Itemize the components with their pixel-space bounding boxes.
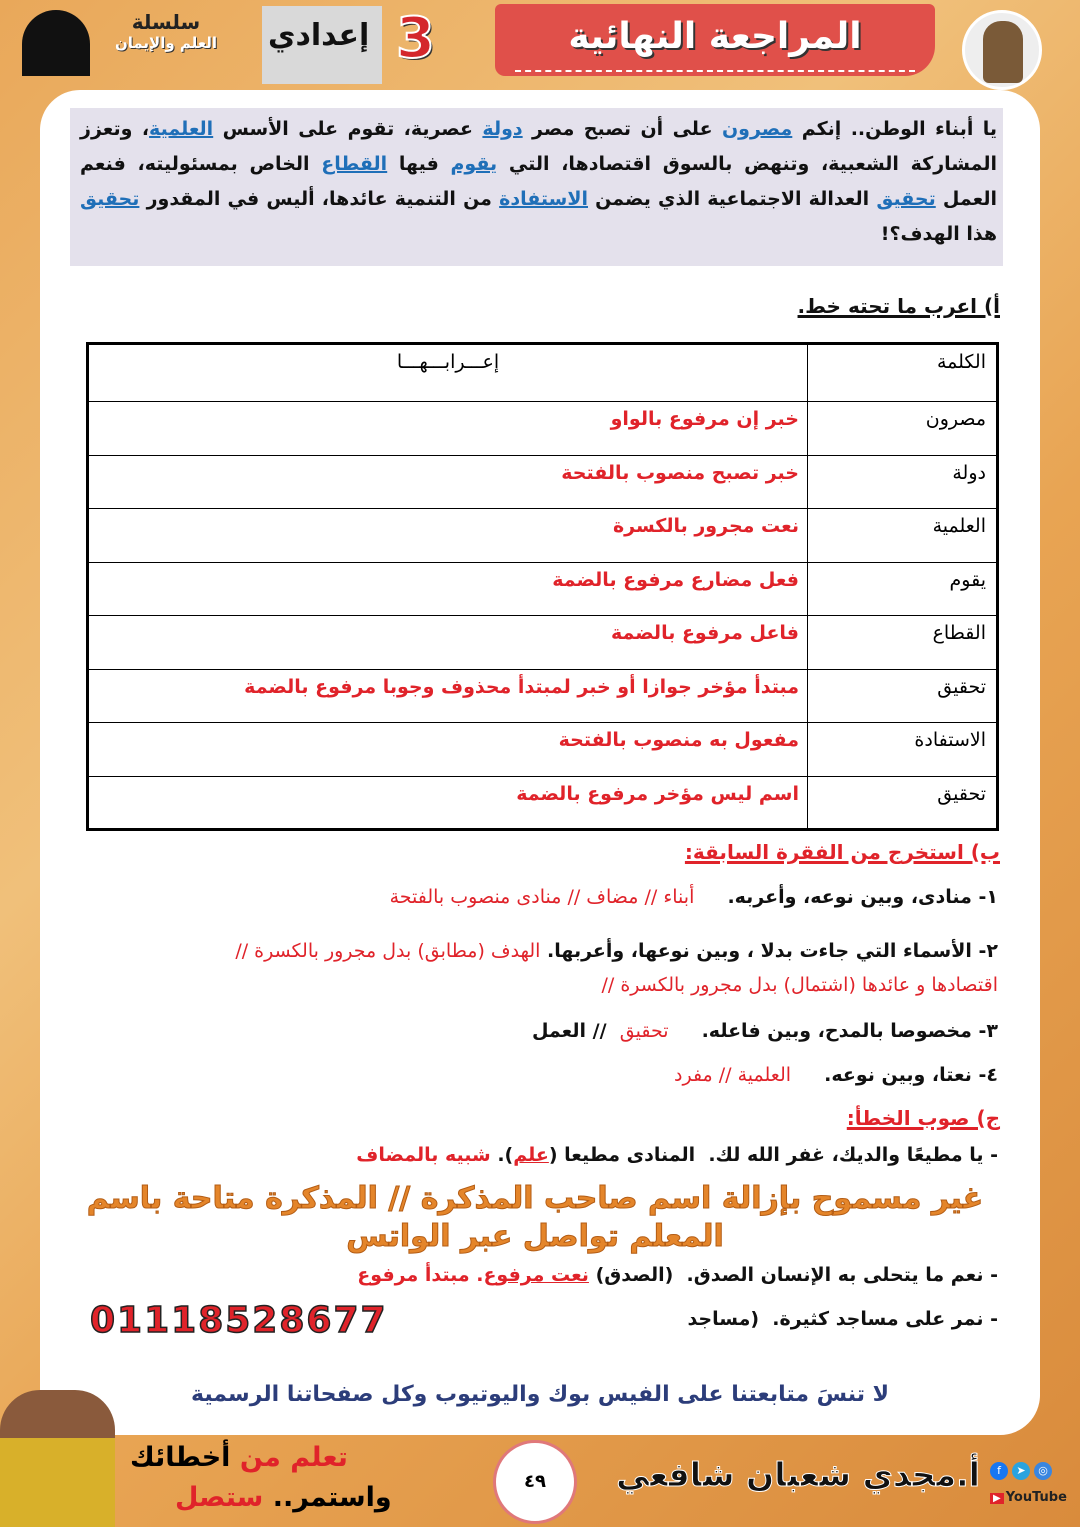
motto-line2 [175,1482,392,1513]
sentence: - نعم ما يتحلى به الإنسان الصدق. [686,1264,998,1286]
social-icons [990,1462,1052,1480]
phone-number: 01118528677 [90,1300,388,1341]
question-2-line [80,934,998,1002]
underlined-word: يقوم [450,153,498,175]
motto-red: تعلم من [239,1442,348,1473]
telegram-icon[interactable]: ➤ [1012,1462,1030,1480]
boxer-image [0,1390,115,1527]
row-word: الاستفادة [808,723,998,777]
answer-2b: اقتصادها و عائدها (اشتمال) بدل مجرور بالكسرة // [601,974,998,996]
youtube-link[interactable] [990,1490,1067,1505]
table-row [88,723,998,777]
motto-black: أخطائك [130,1442,231,1473]
series-logo [96,10,236,52]
header-parse: إعـــرابـــهـــا [88,344,808,402]
row-word: يقوم [808,562,998,616]
underlined-word: دولة [482,118,523,140]
row-word: مصرون [808,402,998,456]
passage [70,108,1003,266]
section-a-title: أ) اعرب ما تحته خط. [797,294,1000,318]
row-parse: نعت مجرور بالكسرة [88,509,808,563]
motto-line1 [130,1442,348,1473]
section-b-title: ب) استخرج من الفقرة السابقة: [684,840,1000,864]
page-title: المراجعة النهائية [515,4,915,72]
correction-answer: شبيه بالمضاف [356,1144,491,1166]
table-row [88,669,998,723]
underlined-word: تحقيق [80,188,140,210]
answer-2a: الهدف (مطابق) بدل مجرور بالكسرة // [235,940,541,962]
table-row [88,509,998,563]
row-word: تحقيق [808,776,998,830]
watermark-text: غير مسموح بإزالة اسم صاحب المذكرة // المذكرة متاحة باسم المعلم تواصل عبر الواتس [86,1181,984,1254]
teacher-name: أ.مجدي شعبان شافعي [616,1455,980,1494]
note-close: ). [497,1144,514,1166]
passage-text: يا أبناء الوطن.. إنكم [792,118,998,140]
fix: علم [513,1144,549,1166]
row-parse: مبتدأ مؤخر جوازا أو خبر لمبتدأ محذوف وجوبا مرفوع بالضمة [88,669,808,723]
row-word: العلمية [808,509,998,563]
answer-3-red: تحقيق [619,1020,669,1042]
teacher-avatar [962,10,1042,90]
question-1-line [80,886,998,908]
correction-1 [80,1144,998,1166]
youtube-label: YouTube [1005,1490,1067,1505]
passage-text: عصرية، تقوم على الأسس [213,118,483,140]
youtube-icon: ▶ [990,1493,1004,1504]
sentence: - نمر على مساجد كثيرة. [772,1308,998,1330]
answer-4: العلمية // مفرد [674,1064,792,1086]
parsing-table [86,342,999,831]
underlined-word: القطاع [321,153,388,175]
passage-text: هذا الهدف؟! [880,223,997,245]
series-line2: العلم والإيمان [114,34,218,52]
facebook-icon[interactable]: f [990,1462,1008,1480]
table-row [88,562,998,616]
table-row [88,402,998,456]
correction-3 [498,1308,998,1330]
series-line1: سلسلة [131,10,201,34]
passage-text: العدالة الاجتماعية الذي يضمن [588,188,877,210]
question-1: ١- منادى، وبين نوعه، وأعربه. [727,886,998,908]
correction-answer: . مبتدأ مرفوع [357,1264,484,1286]
underlined-word: مصرون [721,118,793,140]
answer-3-black: // العمل [531,1020,607,1042]
table-row [88,455,998,509]
row-parse: فاعل مرفوع بالضمة [88,616,808,670]
question-2: ٢- الأسماء التي جاءت بدلا ، وبين نوعها، وأعربها. [547,940,998,962]
passage-text: فيها [387,153,451,175]
row-parse: خبر تصبح منصوب بالفتحة [88,455,808,509]
question-3: ٣- مخصوصا بالمدح، وبين فاعله. [701,1020,998,1042]
row-parse: مفعول به منصوب بالفتحة [88,723,808,777]
motto-red: ستصل [175,1482,264,1513]
grade-number: 3 [396,6,435,71]
row-word: تحقيق [808,669,998,723]
row-word: القطاع [808,616,998,670]
underlined-word: تحقيق [876,188,936,210]
sentence: - يا مطيعًا والديك، غفر الله لك. [708,1144,998,1166]
table-header-row [88,344,998,402]
note: (مساجد [687,1308,760,1330]
answer-1: أبناء // مضاف // منادى منصوب بالفتحة [389,886,695,908]
row-parse: خبر إن مرفوع بالواو [88,402,808,456]
passage-text: على أن تصبح مصر [522,118,722,140]
title-banner [495,4,935,76]
row-parse: فعل مضارع مرفوع بالضمة [88,562,808,616]
underlined-word: العلمية [149,118,214,140]
grade-label: إعدادي [268,18,370,53]
question-4: ٤- نعتا، وبين نوعه. [824,1064,998,1086]
passage-text: الخاص بمسئوليته، فنعم العمل [80,153,997,210]
fix: نعت مرفوع [483,1264,589,1286]
follow-text: لا تنسَ متابعتنا على الفيس بوك واليوتيوب وكل صفحاتنا الرسمية [190,1382,890,1407]
passage-text: ، وتعزز المشاركة الشعبية، وتنهض بالسوق اقتصادها، التي [80,118,997,175]
note: المنادى مطيعا ( [548,1144,696,1166]
question-4-line [80,1064,998,1086]
motto-black: واستمر.. [272,1482,392,1513]
web-icon[interactable]: ◎ [1034,1462,1052,1480]
note: (الصدق) [595,1264,674,1286]
section-c-title: ج) صوب الخطأ: [846,1106,1000,1130]
header-word: الكلمة [808,344,998,402]
correction-2 [80,1264,998,1286]
table-row [88,776,998,830]
row-parse: اسم ليس مؤخر مرفوع بالضمة [88,776,808,830]
page-number: ٤٩ [493,1440,577,1524]
question-3-line [80,1020,998,1042]
mosque-logo-icon [22,10,90,76]
row-word: دولة [808,455,998,509]
table-row [88,616,998,670]
underlined-word: الاستفادة [499,188,588,210]
passage-text: من التنمية عائدها، أليس في المقدور [139,188,500,210]
